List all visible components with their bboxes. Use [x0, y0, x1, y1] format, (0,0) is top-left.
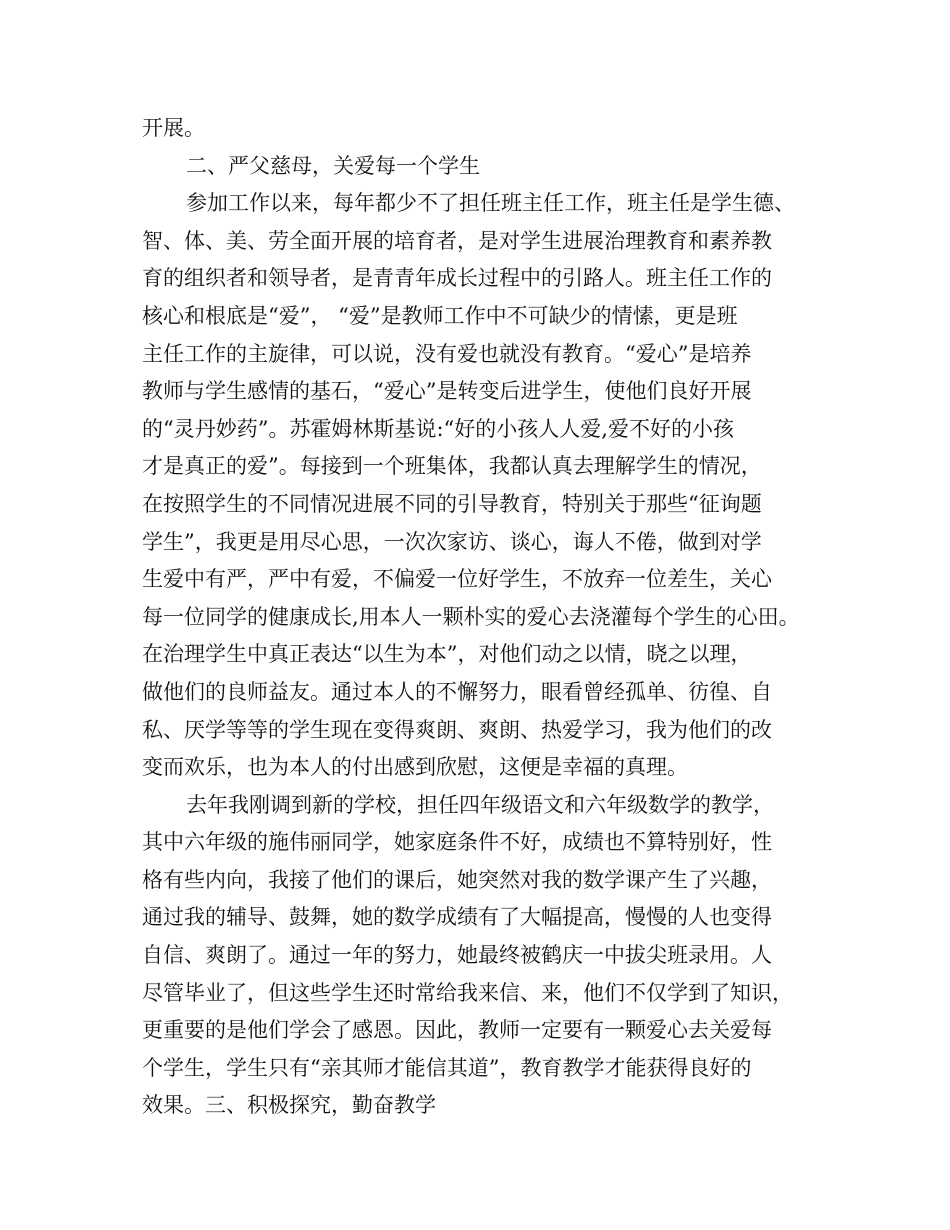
text-line: 个学生，学生只有“亲其师才能信其道”，教育教学才能获得良好的	[142, 1055, 752, 1080]
text-line: 每一位同学的健康成长,用本人一颗朴实的爱心去浇灌每个学生的心田。	[142, 604, 800, 629]
text-line: 私、厌学等等的学生现在变得爽朗、爽朗、热爱学习，我为他们的改	[142, 717, 772, 742]
text-line: 其中六年级的施伟丽同学，她家庭条件不好，成绩也不算特别好，性	[142, 830, 772, 855]
text-line: 自信、爽朗了。通过一年的努力，她最终被鹤庆一中拔尖班录用。人	[142, 943, 772, 968]
text-line: 通过我的辅导、鼓舞，她的数学成绩有了大幅提高，慢慢的人也变得	[142, 905, 772, 930]
text-line: 学生”，我更是用尽心思，一次次家访、谈心，诲人不倦，做到对学	[142, 529, 762, 554]
text-line: 格有些内向，我接了他们的课后，她突然对我的数学课产生了兴趣，	[142, 867, 772, 892]
text-line: 更重要的是他们学会了感恩。因此，教师一定要有一颗爱心去关爱每	[142, 1018, 772, 1043]
text-line: 二、严父慈母，关爱每一个学生	[186, 153, 480, 178]
text-line: 的“灵丹妙药”。苏霍姆林斯基说:“好的小孩人人爱,爱不好的小孩	[142, 416, 734, 441]
text-line: 主任工作的主旋律，可以说，没有爱也就没有教育。“爱心”是培养	[142, 341, 752, 366]
document-body	[142, 110, 842, 1125]
text-line: 在治理学生中真正表达“以生为本”，对他们动之以情，晓之以理，	[142, 642, 752, 667]
text-line: 参加工作以来，每年都少不了担任班主任工作，班主任是学生德、	[186, 191, 795, 216]
text-line: 去年我刚调到新的学校，担任四年级语文和六年级数学的教学，	[186, 792, 774, 817]
text-line: 效果。三、积极探究，勤奋教学	[142, 1093, 436, 1118]
text-line: 育的组织者和领导者，是青青年成长过程中的引路人。班主任工作的	[142, 266, 772, 291]
text-line: 生爱中有严，严中有爱，不偏爱一位好学生，不放弃一位差生，关心	[142, 567, 772, 592]
text-line: 开展。	[142, 116, 205, 140]
text-line: 尽管毕业了，但这些学生还时常给我来信、来，他们不仅学到了知识，	[142, 980, 793, 1005]
text-line: 在按照学生的不同情况进展不同的引导教育，特别关于那些“征询题	[142, 491, 762, 516]
text-line: 变而欢乐，也为本人的付出感到欣慰，这便是幸福的真理。	[142, 755, 688, 780]
text-line: 教师与学生感情的基石，“爱心”是转变后进学生，使他们良好开展	[142, 379, 752, 404]
text-line: 才是真正的爱”。每接到一个班集体，我都认真去理解学生的情况，	[142, 454, 762, 479]
text-line: 做他们的良师益友。通过本人的不懈努力，眼看曾经孤单、彷徨、自	[142, 679, 772, 704]
text-line: 智、体、美、劳全面开展的培育者，是对学生进展治理教育和素养教	[142, 228, 772, 253]
text-line: 核心和根底是“爱”， “爱”是教师工作中不可缺少的情愫，更是班	[142, 303, 738, 328]
